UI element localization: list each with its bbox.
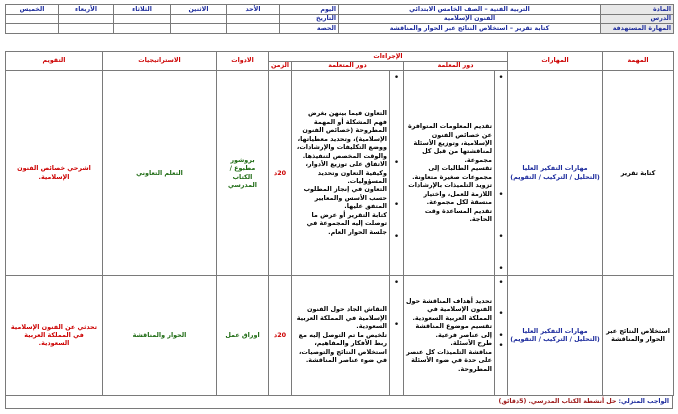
skills-cell: مهارات التفكير العليا (التحليل / التركيب / التقويم): [508, 275, 603, 395]
header-strategies: الاستراتيجيات: [103, 52, 217, 71]
student-role-item: كتابة التقرير أو عرض ما توصلت إليه المجموعة في جلسة الحوار العام.: [306, 210, 387, 236]
day-tuesday: الثلاثاء: [114, 5, 171, 15]
lesson-value: الفنون الإسلامية: [339, 14, 601, 24]
header-time: الزمن: [269, 62, 292, 71]
time-cell: 20د: [269, 71, 292, 276]
period-cell-thursday: [6, 24, 59, 34]
period-cell-sunday: [227, 24, 280, 34]
header-assessment: التقويم: [6, 52, 103, 71]
date-cell-tuesday: [114, 14, 171, 24]
teacher-bullets: • • • •: [495, 71, 508, 276]
header-tools: الادوات: [217, 52, 269, 71]
teacher-role-item: مناقشة التلميذات كل عنصر على حدة في ضوء الأسئلة المطروحة.: [406, 347, 492, 373]
teacher-role-cell: [404, 275, 495, 395]
day-monday: الاثنين: [171, 5, 227, 15]
lesson-table: [5, 51, 674, 396]
teacher-role-item: تقسيم الطالبات إلى مجموعات صغيرة متعاونة.: [412, 164, 492, 181]
period-cell-tuesday: [114, 24, 171, 34]
task-cell: استخلاص النتائج عبر الحوار والمناقشة: [603, 275, 674, 395]
student-role-cell: [292, 71, 390, 276]
date-cell-sunday: [227, 14, 280, 24]
teacher-role-item: طرح الأسئلة.: [450, 339, 492, 348]
time-cell: 20د: [269, 275, 292, 395]
student-role-item: التعاون فيما بينهن بغرض فهم المشكلة أو المهمة المطروحة (خصائص الفنون الإسلامية)، وتحديد معطياتها، ووضع التكليفات والإرشادات، والوقت المخصص لتنفيذها.: [296, 109, 387, 160]
table-row: [6, 71, 674, 276]
period-cell-monday: [171, 24, 227, 34]
task-cell: كتابة تقرير: [603, 71, 674, 276]
teacher-role-item: تقديم المعلومات المتوافرة عن خصائص الفنون الإسلامية، وتوزيع الأسئلة لمناقشتها من قبل كل مجموعة.: [407, 122, 492, 164]
student-role-cell: [292, 275, 390, 395]
day-wednesday: الأربعاء: [59, 5, 114, 15]
strategy-cell: الحوار والمناقشة: [103, 275, 217, 395]
header-task: المهمة: [603, 52, 674, 71]
homework-row: [5, 395, 673, 409]
teacher-role-item: تقديم المساعدة وقت الحاجة.: [424, 206, 492, 224]
student-role-item: النقاش الجاد حول الفنون الإسلامية في المملكة العربية السعودية.: [296, 305, 387, 331]
teacher-bullets: • • • •: [495, 275, 508, 395]
student-role-item: الاتفاق على توزيع الأدوار، وكيفية التعاون وتحديد المسؤوليات.: [305, 160, 387, 186]
strategy-cell: التعلم التعاوني: [103, 71, 217, 276]
student-role-item: التعاون في إنجاز المطلوب حسب الأسس والمعايير المتفق عليها.: [303, 185, 387, 211]
lesson-label: الدرس: [601, 14, 674, 24]
table-row: [6, 275, 674, 395]
date-cell-thursday: [6, 14, 59, 24]
assessment-cell: اشرحي خصائص الفنون الإسلامية.: [6, 71, 103, 276]
date-cell-wednesday: [59, 14, 114, 24]
target-skill-value: كتابة تقرير – استخلاص النتائج عبر الحوار والمناقشة: [339, 24, 601, 34]
period-cell-wednesday: [59, 24, 114, 34]
header-student-role: دور المتعلمة: [292, 62, 404, 71]
subject-label: المادة: [601, 5, 674, 15]
target-skill-label: المهارة المستهدفة: [601, 24, 674, 34]
teacher-role-cell: [404, 71, 495, 276]
date-label: التاريخ: [280, 14, 339, 24]
header-procedures: الإجراءات: [269, 52, 508, 62]
teacher-role-item: تقسيم موضوع المناقشة إلى عناصر فرعية.: [415, 322, 492, 339]
teacher-role-item: تزويد التلميذات بالإرشادات اللازمة للعمل، واختيار منسقة لكل مجموعة.: [408, 181, 492, 207]
header-teacher-role: دور المعلمة: [404, 62, 508, 71]
student-role-item: تلخيص ما تم التوصل إليه مع ربط الأفكار والمفاهيم، استخلاص النتائج والتوصيات، في ضوء عناصر المناقشة.: [298, 330, 387, 365]
tools-cell: اوراق عمل: [217, 275, 269, 395]
homework-label: الواجب المنزلي:: [618, 398, 669, 405]
homework-text: حل أنشطة الكتاب المدرسي.: [528, 398, 617, 405]
homework-duration: (5دقائق): [498, 398, 527, 405]
header-skills: المهارات: [508, 52, 603, 71]
subject-value: التربية الفنية – الصف الخامس الابتدائي: [339, 5, 601, 15]
period-label: الحصة: [280, 24, 339, 34]
date-cell-monday: [171, 14, 227, 24]
skills-cell: مهارات التفكير العليا (التحليل / التركيب / التقويم): [508, 71, 603, 276]
teacher-role-item: تحديد أهداف المناقشة حول الفنون الإسلامية في المملكة العربية السعودية.: [406, 297, 492, 322]
header-table: [5, 4, 674, 34]
day-sunday: الأحد: [227, 5, 280, 15]
assessment-cell: تحدثي عن الفنون الإسلامية في المملكة العربية السعودية.: [6, 275, 103, 395]
student-bullets: • • • •: [390, 71, 404, 276]
student-bullets: • •: [390, 275, 404, 395]
day-label: اليوم: [280, 5, 339, 15]
tools-cell: بروشور مطبوع / الكتاب المدرسي: [217, 71, 269, 276]
day-thursday: الخميس: [6, 5, 59, 15]
